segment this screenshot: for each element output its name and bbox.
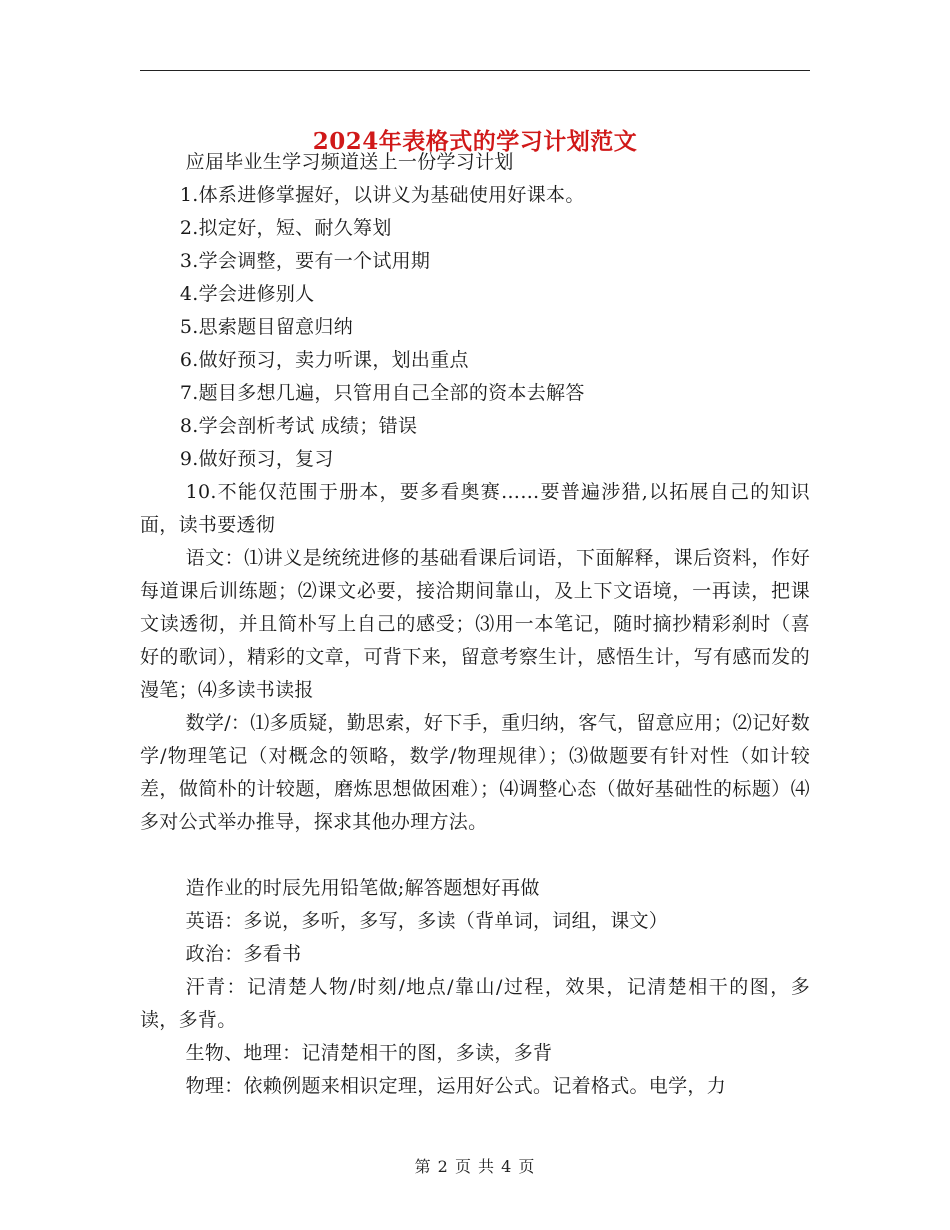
politics-subject-paragraph: 政治：多看书 <box>185 943 302 965</box>
history-subject-paragraph: 汗青：记清楚人物/时刻/地点/靠山/过程，效果，记清楚相干的图，多读，多背。 <box>140 976 810 1031</box>
math-subject-paragraph: 数学/：⑴多质疑，勤思索，好下手，重归纳，客气，留意应用；⑵记好数学/物理笔记（对概念的领略，数学/物理规律）；⑶做题要有针对性（如计较差，做简朴的计较题，磨炼思想做困难）；⑷调整心态（做好基础性的标题）⑷多对公式举办推导，探求其他办理方法。 <box>140 712 810 833</box>
document-title: 2024年表格式的学习计划范文 <box>312 128 638 156</box>
biology-geography-paragraph: 生物、地理：记清楚相干的图，多读，多背 <box>185 1042 553 1064</box>
physics-subject-paragraph: 物理：依赖例题来相识定理，运用好公式。记着格式。电学，力 <box>185 1075 726 1097</box>
list-item-6: 6.做好预习，卖力听课，划出重点 <box>179 349 469 371</box>
list-item-5: 5.思索题目留意归纳 <box>179 316 354 338</box>
list-item-3: 3.学会调整，要有一个试用期 <box>179 250 431 272</box>
list-item-2: 2.拟定好，短、耐久筹划 <box>179 217 392 239</box>
list-item-8: 8.学会剖析考试 成绩；错误 <box>179 415 418 437</box>
list-item-7: 7.题目多想几遍，只管用自己全部的资本去解答 <box>179 382 585 404</box>
page-number: 第 2 页 共 4 页 <box>414 1157 536 1176</box>
english-subject-paragraph: 英语：多说，多听，多写，多读（背单词，词组，课文） <box>185 910 669 932</box>
document-body <box>140 146 810 1103</box>
list-item-9: 9.做好预习，复习 <box>179 448 334 470</box>
chinese-subject-paragraph: 语文：⑴讲义是统统进修的基础看课后词语，下面解释，课后资料，作好每道课后训练题；⑵课文必要，接洽期间靠山，及上下文语境，一再读，把课文读透彻，并且简朴写上自己的感受；⑶用一本笔记，随时摘抄精彩刹时（喜好的歌词），精彩的文章，可背下来，留意考察生计，感悟生计，写有感而发的漫笔；⑷多读书读报 <box>140 547 810 701</box>
header-rule <box>140 70 810 71</box>
list-item-1: 1.体系进修掌握好，以讲义为基础使用好课本。 <box>179 184 585 206</box>
paragraph-gap <box>140 839 810 872</box>
homework-paragraph: 造作业的时辰先用铅笔做;解答题想好再做 <box>185 877 540 899</box>
list-item-4: 4.学会进修别人 <box>179 283 315 305</box>
intro-paragraph: 应届毕业生学习频道送上一份学习计划 <box>185 151 514 173</box>
list-item-10: 10.不能仅范围于册本，要多看奥赛……要普遍涉猎,以拓展自己的知识面，读书要透彻 <box>140 481 810 536</box>
